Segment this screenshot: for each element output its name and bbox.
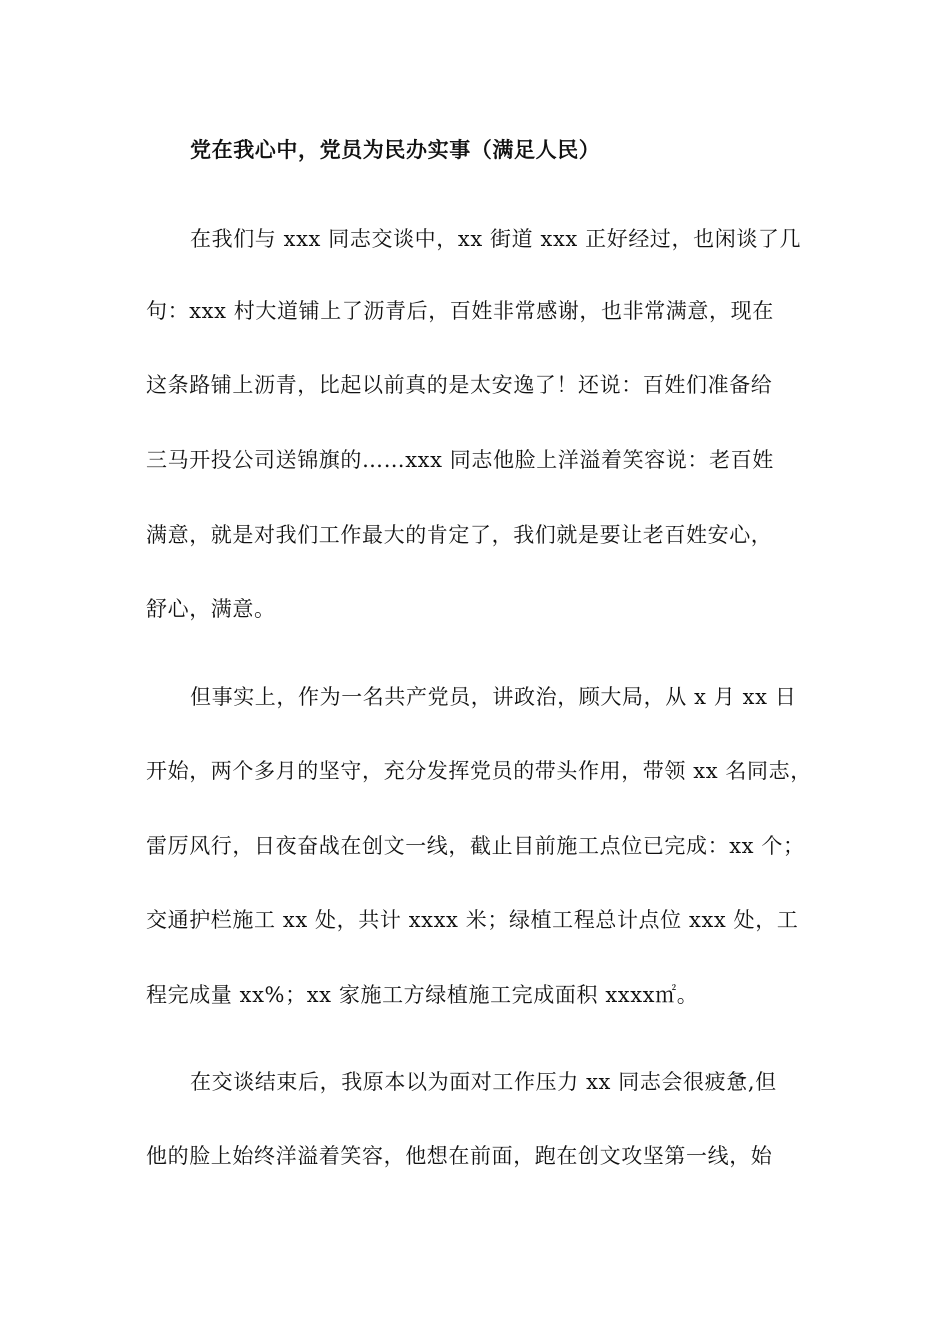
paragraph-line: 开始，两个多月的坚守，充分发挥党员的带头作用，带领 xx 名同志， <box>146 759 812 783</box>
paragraph-line: 舒心，满意。 <box>146 597 276 621</box>
paragraph-line: 句：xxx 村大道铺上了沥青后，百姓非常感谢，也非常满意，现在 <box>146 299 774 323</box>
document-title: 党在我心中，党员为民办实事（满足人民） <box>190 137 601 162</box>
paragraph-line: 雷厉风行，日夜奋战在创文一线，截止目前施工点位已完成：xx 个； <box>146 834 805 858</box>
paragraph-line: 但事实上，作为一名共产党员，讲政治，顾大局，从 x 月 xx 日 <box>190 685 797 709</box>
paragraph-line: 在我们与 xxx 同志交谈中，xx 街道 xxx 正好经过，也闲谈了几 <box>190 227 802 251</box>
paragraph-line: 这条路铺上沥青，比起以前真的是太安逸了！还说：百姓们准备给 <box>146 373 773 397</box>
paragraph-line: 交通护栏施工 xx 处，共计 xxxx 米；绿植工程总计点位 xxx 处，工 <box>146 908 799 932</box>
paragraph-line: 三马开投公司送锦旗的……xxx 同志他脸上洋溢着笑容说：老百姓 <box>146 448 774 472</box>
paragraph-line: 满意，就是对我们工作最大的肯定了，我们就是要让老百姓安心， <box>146 523 773 547</box>
paragraph-line: 程完成量 xx%；xx 家施工方绿植施工完成面积 xxxx㎡。 <box>146 983 699 1007</box>
paragraph-line: 他的脸上始终洋溢着笑容，他想在前面，跑在创文攻坚第一线，始 <box>146 1144 773 1168</box>
paragraph-line: 在交谈结束后，我原本以为面对工作压力 xx 同志会很疲惫,但 <box>190 1070 777 1094</box>
